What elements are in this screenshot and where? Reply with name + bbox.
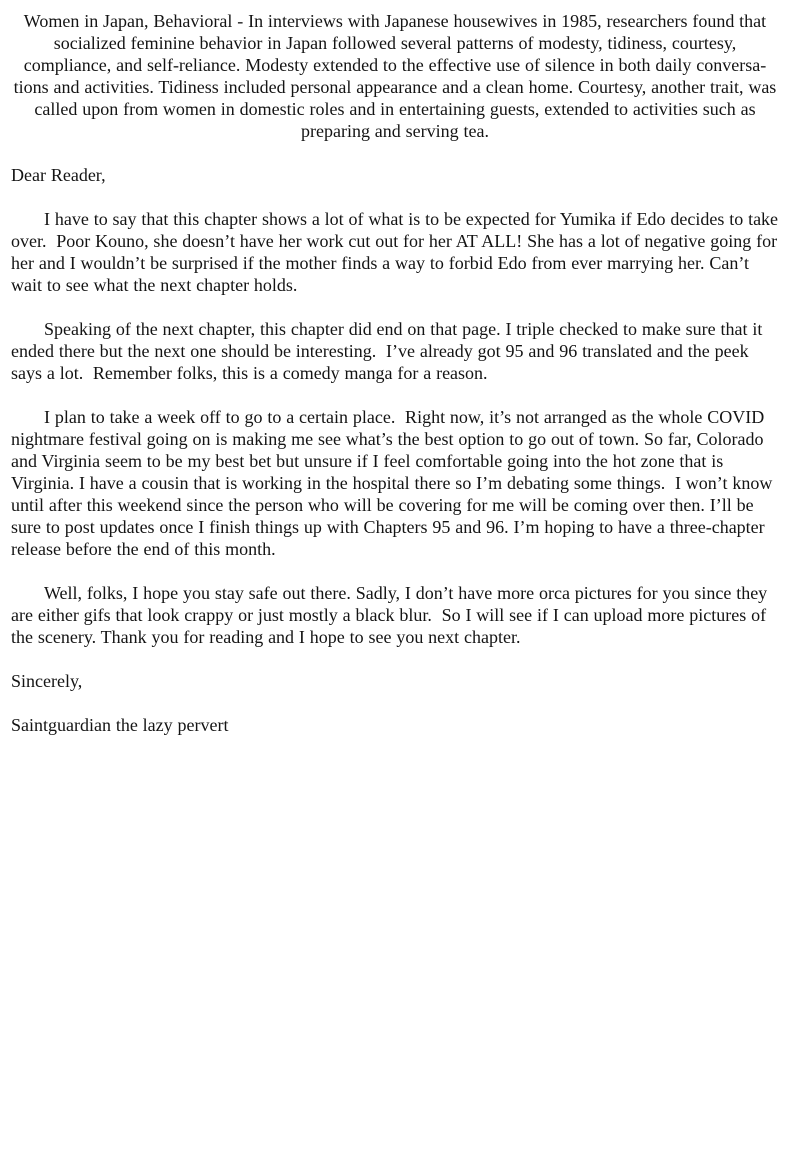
body-paragraph-3: I plan to take a week off to go to a certain place. Right now, it’s not arranged as the whole COVID nightmare festival going on is making me see what’s the best option to go out of town. So far, Colorado and Virginia seem to be my best bet but unsure if I feel comfortable going into the hot zone that is Virginia. I have a cousin that is working in the hospital there so I’m debating some things. I won’t know until after this weekend since the person who will be covering for me will be coming over then. I’ll be sure to post updates once I finish things up with Chapters 95 and 96. I’m hoping to have a three-chapter release before the end of this month. — [11, 407, 778, 559]
header-quote-paragraph: Women in Japan, Behavioral - In interviews with Japanese housewives in 1985, researchers found that socialized feminine behavior in Japan followed several patterns of modesty, tidiness, courtesy, compliance, and self-reliance. Modesty extended to the effective use of silence in both daily conversations and activities. Tidiness included personal appearance and a clean home. Courtesy, another trait, was called upon from women in domestic roles and in entertaining guests, extended to activities such as preparing and serving tea. — [13, 11, 782, 141]
salutation: Dear Reader, — [11, 165, 106, 185]
closing: Sincerely, — [11, 671, 83, 691]
signature: Saintguardian the lazy pervert — [11, 715, 229, 735]
body-paragraph-4: Well, folks, I hope you stay safe out there. Sadly, I don’t have more orca pictures for you since they are either gifs that look crappy or just mostly a black blur. So I will see if I can upload more pictures of the scenery. Thank you for reading and I hope to see you next chapter. — [11, 583, 773, 647]
body-paragraph-1: I have to say that this chapter shows a lot of what is to be expected for Yumika if Edo decides to take over. Poor Kouno, she doesn’t have her work cut out for her AT ALL! She has a lot of negative going for her and I wouldn’t be surprised if the mother finds a way to forbid Edo from ever marrying her. Can’t wait to see what the next chapter holds. — [11, 209, 783, 295]
body-paragraph-2: Speaking of the next chapter, this chapter did end on that page. I triple checked to make sure that it ended there but the next one should be interesting. I’ve already got 95 and 96 translated and the peek says a lot. Remember folks, this is a comedy manga for a reason. — [11, 319, 768, 383]
